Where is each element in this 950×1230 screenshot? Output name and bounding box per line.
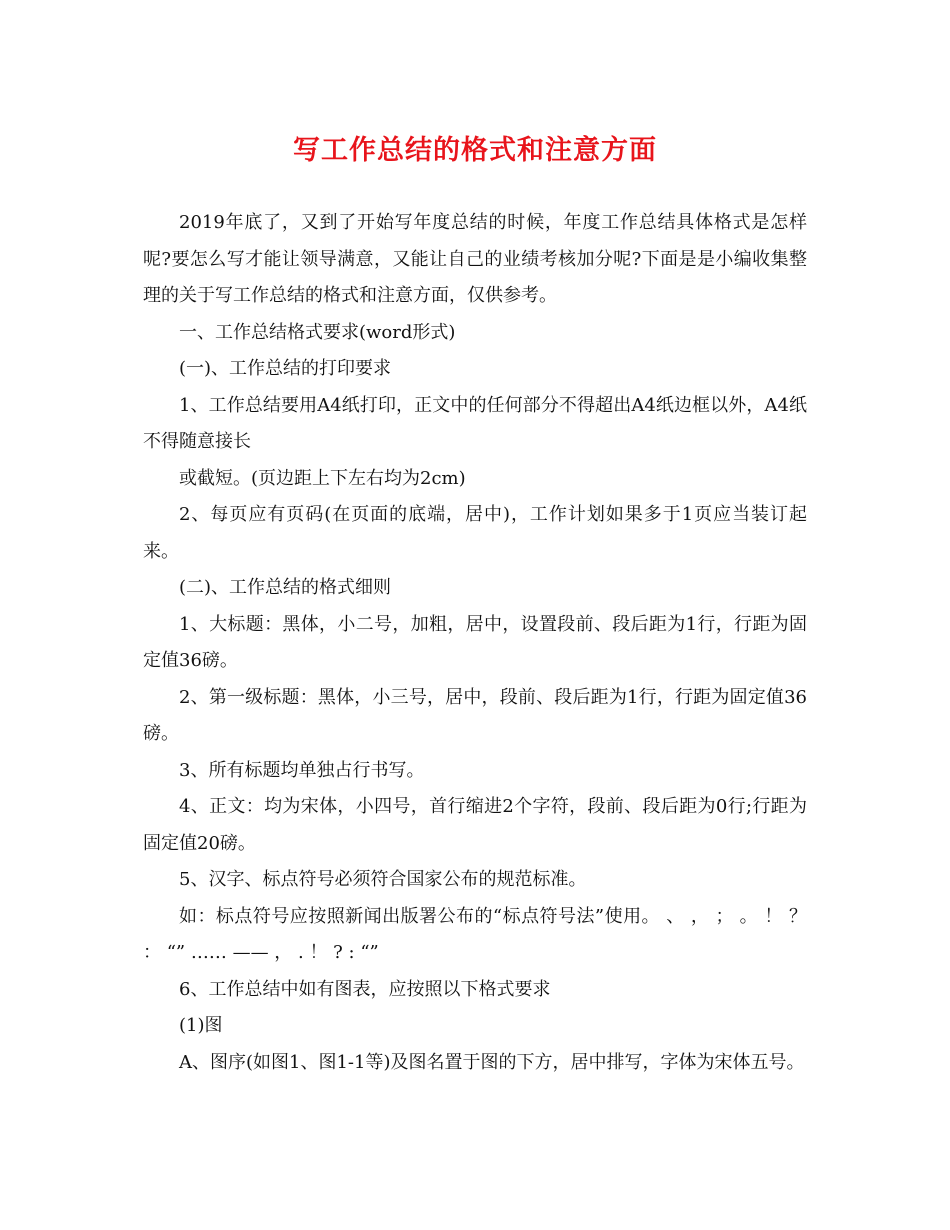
document-title: 写工作总结的格式和注意方面 — [293, 135, 657, 166]
paragraph-item: 1、大标题：黑体，小二号，加粗，居中，设置段前、段后距为1行，行距为固定值36磅。 — [143, 613, 807, 671]
paragraph-punctuation-example: 如：标点符号应按照新闻出版署公布的“标点符号法”使用。 、 ， ； 。 ！ ？ ： “” …… —— ， . ！ ? : “” — [143, 905, 807, 963]
paragraph-intro: 2019年底了，又到了开始写年度总结的时候，年度工作总结具体格式是怎样呢?要怎么写才能让领导满意，又能让自己的业绩考核加分呢?下面是是小编收集整理的关于写工作总结的格式和注意方面，仅供参考。 — [143, 212, 807, 306]
paragraph-item: 或截短。(页边距上下左右均为2cm) — [179, 467, 466, 489]
paragraph-item: 3、所有标题均单独占行书写。 — [179, 759, 425, 781]
paragraph-item: (1)图 — [179, 1015, 223, 1036]
paragraph-item: 1、工作总结要用A4纸打印，正文中的任何部分不得超出A4纸边框以外，A4纸不得随意接长 — [143, 394, 807, 452]
subheading-print-requirements: (一)、工作总结的打印要求 — [179, 358, 392, 379]
paragraph-item: A、图序(如图1、图1-1等)及图名置于图的下方，居中排写，字体为宋体五号。 — [179, 1051, 805, 1073]
paragraph-item: 2、第一级标题：黑体，小三号，居中，段前、段后距为1行，行距为固定值36磅。 — [143, 686, 807, 744]
heading-format-requirements: 一、工作总结格式要求(word形式) — [179, 321, 456, 343]
document-body — [143, 205, 807, 1081]
paragraph-item: 6、工作总结中如有图表，应按照以下格式要求 — [179, 978, 551, 1000]
subheading-format-details: (二)、工作总结的格式细则 — [179, 577, 392, 598]
paragraph-item: 5、汉字、标点符号必须符合国家公布的规范标准。 — [179, 869, 587, 890]
paragraph-item: 2、每页应有页码(在页面的底端，居中)，工作计划如果多于1页应当装订起来。 — [143, 504, 807, 562]
paragraph-item: 4、正文：均为宋体，小四号，首行缩进2个字符，段前、段后距为0行;行距为固定值20磅。 — [143, 796, 807, 854]
